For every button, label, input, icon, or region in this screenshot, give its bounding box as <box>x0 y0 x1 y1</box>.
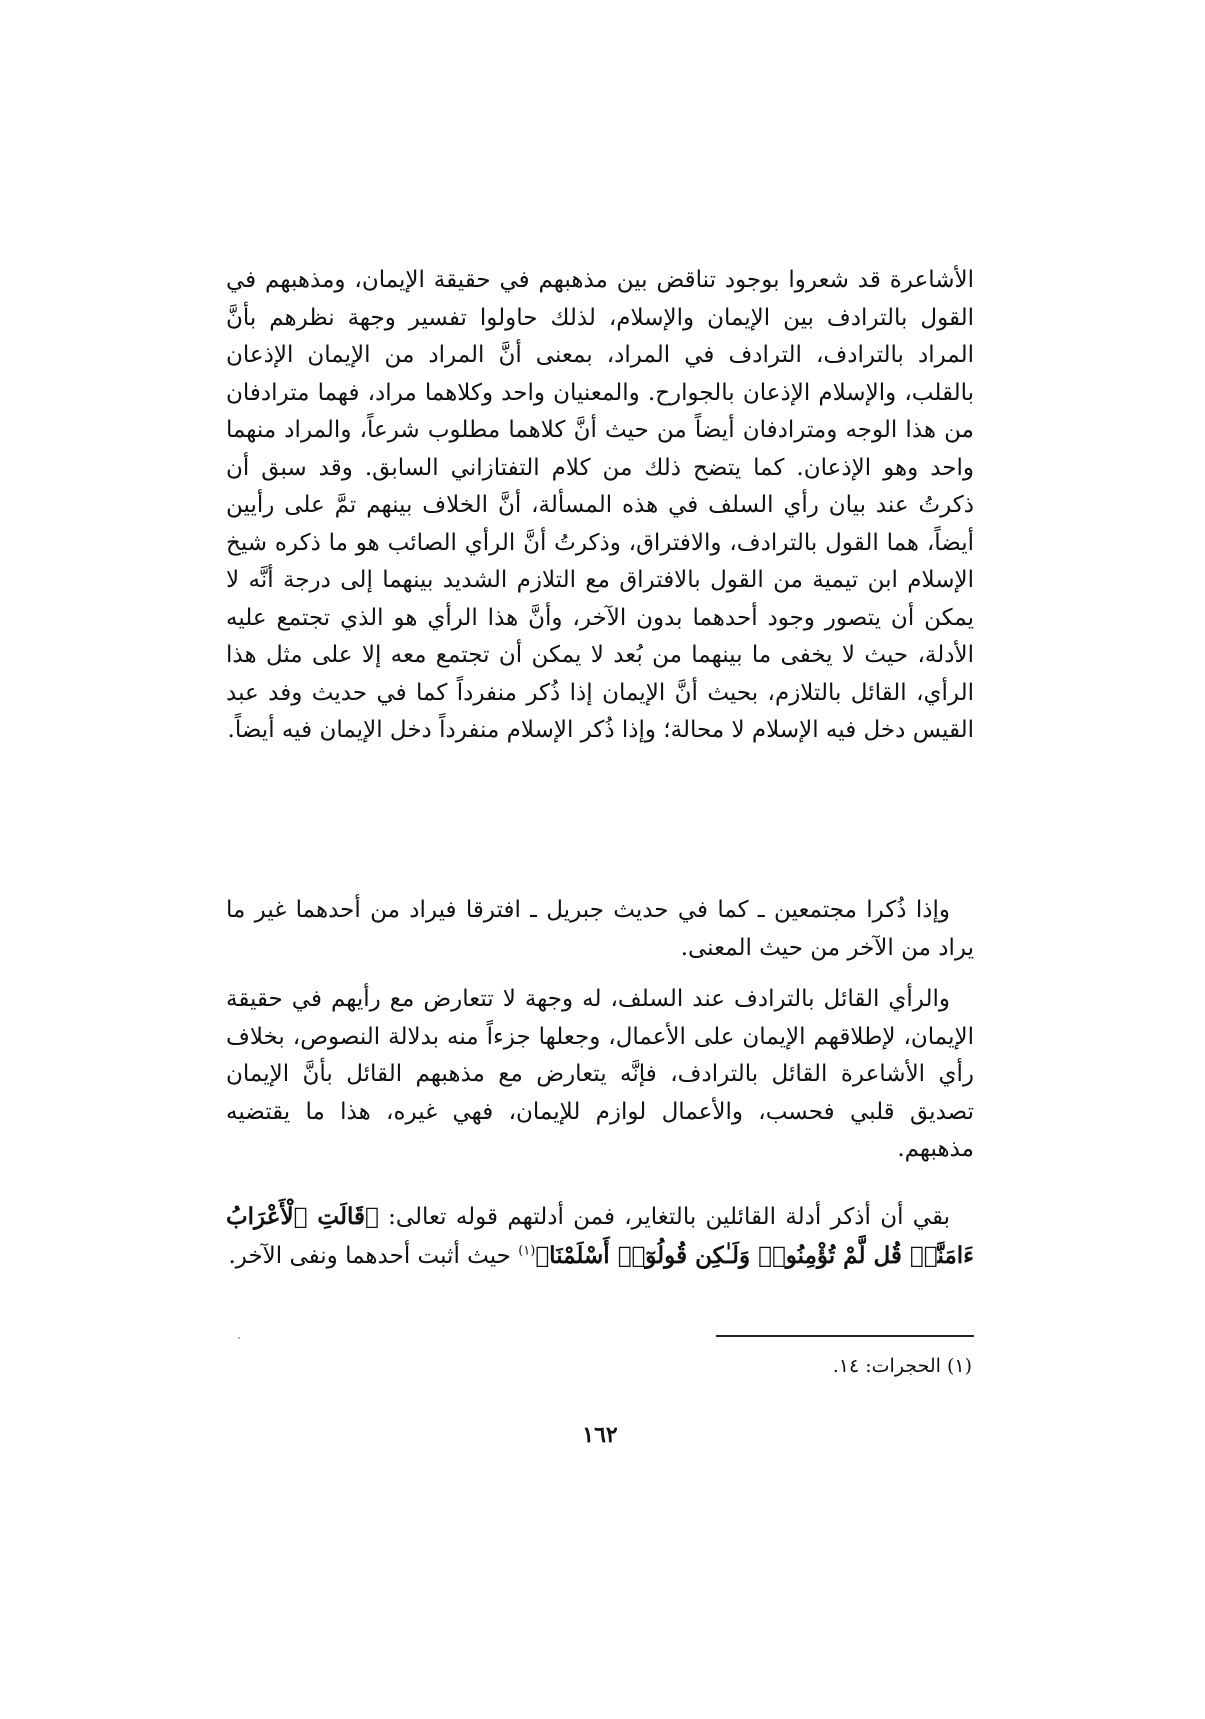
paragraph-text: الأشاعرة قد شعروا بوجود تناقض بين مذهبهم في حقيقة الإيمان، ومذهبهم في القول بالترادف بين الإيمان والإسلام، لذلك حاولوا تفسير وجهة نظرهم بأنَّ المراد بالترادف، الترادف في المراد، بمعنى أنَّ المراد من الإيمان الإذعان بالقلب، والإسلام الإذعان بالجوارح. والمعنيان واحد وكلاهما مراد، فهما مترادفان من هذا الوجه ومترادفان أيضاً من حيث أنَّ كلاهما مطلوب شرعاً، والمراد منهما واحد وهو الإذعان. كما يتضح ذلك من كلام التفتازاني السابق. وقد سبق أن ذكرتُ عند بيان رأي السلف في هذه المسألة، أنَّ الخلاف بينهم تمَّ على رأيين أيضاً، هما القول بالترادف، والافتراق، وذكرتُ أنَّ الرأي الصائب هو ما ذكره شيخ الإسلام ابن تيمية من القول بالافتراق مع التلازم الشديد بينهما إلى درجة أنَّه لا يمكن أن يتصور وجود أحدهما بدون الآخر، وأنَّ هذا الرأي هو الذي تجتمع عليه الأدلة، حيث لا يخفى ما بينهما من بُعد لا يمكن أن تجتمع معه إلا على مثل هذا الرأي، القائل بالتلازم، بحيث أنَّ الإيمان إذا ذُكر منفرداً كما في حديث وفد عبد القيس دخل فيه الإسلام لا محالة؛ وإذا ذُكر الإسلام منفرداً دخل الإيمان فيه أيضاً. <box>226 267 974 743</box>
quranic-verse: ﴿قَالَتِ ٱلْأَعْرَابُ ءَامَنَّاۖ قُل لَّمْ تُؤْمِنُوا۟ وَلَـٰكِن قُولُوٓا۟ أَسْلَمْنَا﴾ <box>226 1203 974 1269</box>
paragraph-lead-text: بقي أن أذكر أدلة القائلين بالتغاير، فمن أدلتهم قوله تعالى: <box>378 1204 950 1230</box>
body-paragraph-3 <box>226 981 974 1169</box>
footnote-separator <box>716 1335 974 1337</box>
paragraph-text: والرأي القائل بالترادف عند السلف، له وجهة لا تتعارض مع رأيهم في حقيقة الإيمان، لإطلاقهم الإيمان على الأعمال، وجعلها جزءاً منه بدلالة النصوص، بخلاف رأي الأشاعرة القائل بالترادف، فإنَّه يتعارض مع مذهبهم القائل بأنَّ الإيمان تصديق قلبي فحسب، والأعمال لوازم للإيمان، فهي غيره، هذا ما يقتضيه مذهبهم. <box>226 986 974 1162</box>
footnote-marker: (١) <box>518 1242 536 1258</box>
footnote: (١) الحجرات: ١٤. <box>832 1355 972 1377</box>
body-paragraph-4 <box>226 1198 974 1275</box>
scan-speck <box>238 1337 240 1339</box>
paragraph-trailing-text: حيث أثبت أحدهما ونفى الآخر. <box>228 1242 519 1269</box>
body-paragraph-2 <box>226 892 974 967</box>
page-number: ١٦٢ <box>582 1422 618 1448</box>
paragraph-text: وإذا ذُكرا مجتمعين ـ كما في حديث جبريل ـ افترقا فيراد من أحدهما غير ما يراد من الآخر من حيث المعنى. <box>226 897 974 961</box>
paragraph-text <box>226 1198 974 1275</box>
body-paragraph-1 <box>226 262 974 750</box>
